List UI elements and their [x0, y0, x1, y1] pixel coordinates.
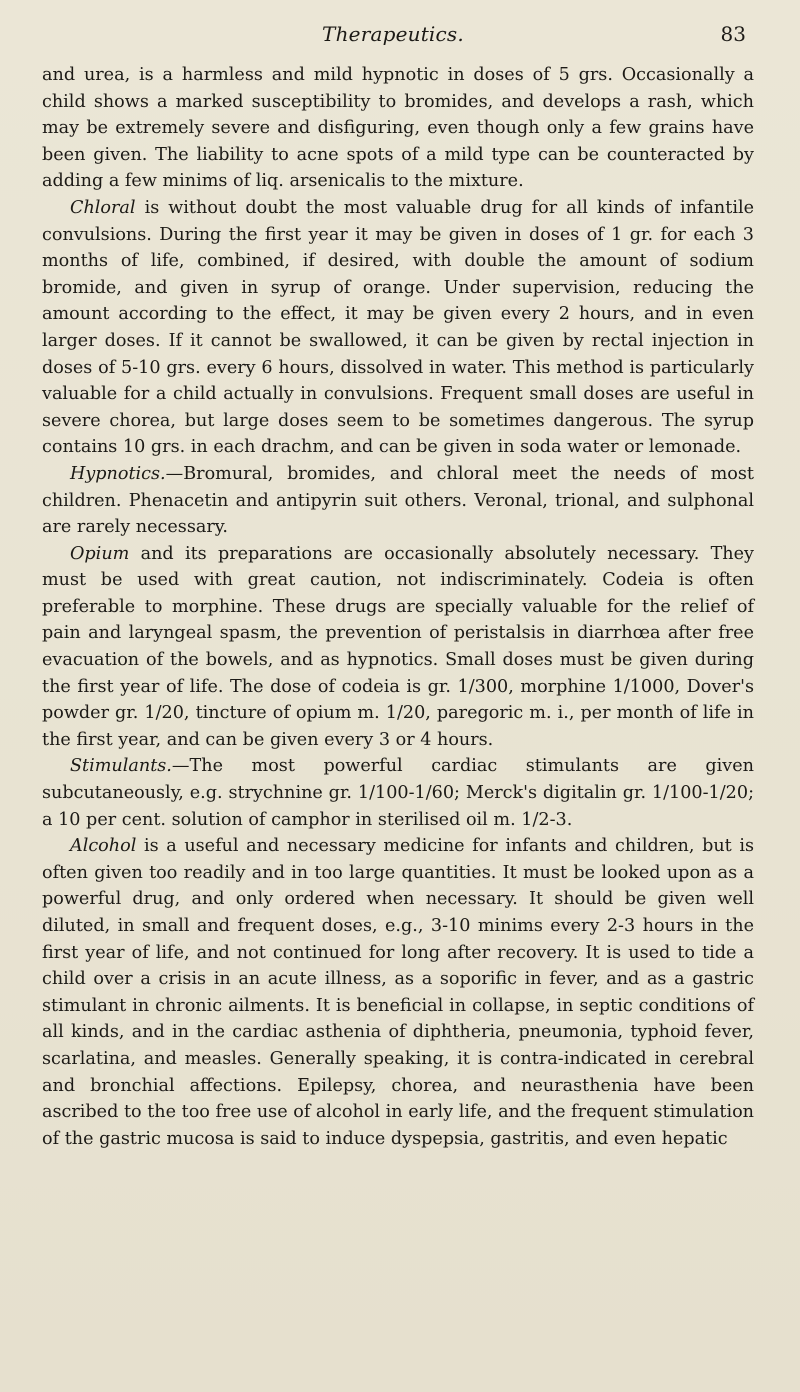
paragraph-text: is a useful and necessary medicine for infants and children, but is often given too readily and in too large quantities. It must be looked upon as a powerful drug, and only ordered when necessary. It should be given well diluted, in small and frequent doses, e.g., 3-10 minims every 2-3 hours in the first year of life, and not continued for long after recovery. It is used to tide a child over a crisis in an acute illness, as a soporific in fever, and as a gastric stimulant in chronic ailments. It is beneficial in collapse, in septic conditions of all kinds, and in the cardiac asthenia of diphtheria, pneumonia, typhoid fever, scarlatina, and measles. Generally speaking, it is contra-indicated in cerebral and bronchial affections. Epilepsy, chorea, and neurasthenia have been ascribed to the too free use of alcohol in early life, and the frequent stimulation of the gastric mucosa is said to induce dyspepsia, gastritis, and even hepatic	[42, 836, 754, 1149]
paragraph-heading: Opium	[70, 543, 130, 564]
paragraph-opium	[42, 541, 754, 754]
paragraph-heading: Alcohol	[70, 836, 137, 857]
paragraph-text: and its preparations are occasionally absolutely necessary. They must be used with great caution, not indiscriminately. Codeia is often preferable to morphine. These drugs are specially valuable for the relief of pain and laryngeal spasm, the prevention of peristalsis in diarrhœa after free evacuation of the bowels, and as hypnotics. Small doses must be given during the first year of life. The dose of codeia is gr. 1/300, morphine 1/1000, Dover's powder gr. 1/20, tincture of opium m. 1/20, paregoric m. i., per month of life in the first year, and can be given every 3 or 4 hours.	[42, 543, 754, 750]
paragraph-text: is without doubt the most valuable drug for all kinds of infantile convulsions. During the first year it may be given in doses of 1 gr. for each 3 months of life, combined, if desired, with double the amount of sodium bromide, and given in syrup of orange. Under supervision, reducing the amount according to the effect, it may be given every 2 hours, and in even larger doses. If it cannot be swallowed, it can be given by rectal injection in doses of 5-10 grs. every 6 hours, dissolved in water. This method is particularly valuable for a child actually in convulsions. Frequent small doses are useful in severe chorea, but large doses seem to be sometimes dangerous. The syrup contains 10 grs. in each drachm, and can be given in soda water or lemonade.	[42, 197, 754, 458]
paragraph-alcohol	[42, 833, 754, 1152]
page-number: 83	[720, 22, 746, 46]
running-head	[40, 22, 746, 52]
paragraph-text: and urea, is a harmless and mild hypnotic in doses of 5 grs. Occasionally a child shows a marked susceptibility to bromides, and develops a rash, which may be extremely severe and disfiguring, even though only a few grains have been given. The liability to acne spots of a mild type can be counteracted by adding a few minims of liq. arsenicalis to the mixture.	[42, 65, 754, 192]
running-title: Therapeutics.	[322, 22, 464, 46]
body-text	[42, 62, 754, 1152]
paragraph-hypnotics	[42, 461, 754, 541]
paragraph-heading: Stimulants.	[70, 756, 172, 777]
paragraph-chloral	[42, 195, 754, 461]
paragraph-stimulants	[42, 753, 754, 833]
paragraph-text: —The most powerful cardiac stimulants are given subcutaneously, e.g. strychnine gr. 1/100-1/60; Merck's digitalin gr. 1/100-1/20; a 10 per cent. solution of camphor in sterilised oil m. 1/2-3.	[42, 756, 754, 830]
paragraph-heading: Hypnotics.	[70, 463, 166, 484]
paragraph-text: —Bromural, bromides, and chloral meet the needs of most children. Phenacetin and antipyrin suit others. Veronal, trional, and sulphonal are rarely necessary.	[42, 463, 754, 538]
paragraph-bromides-continued	[42, 62, 754, 195]
paragraph-heading: Chloral	[70, 197, 136, 218]
